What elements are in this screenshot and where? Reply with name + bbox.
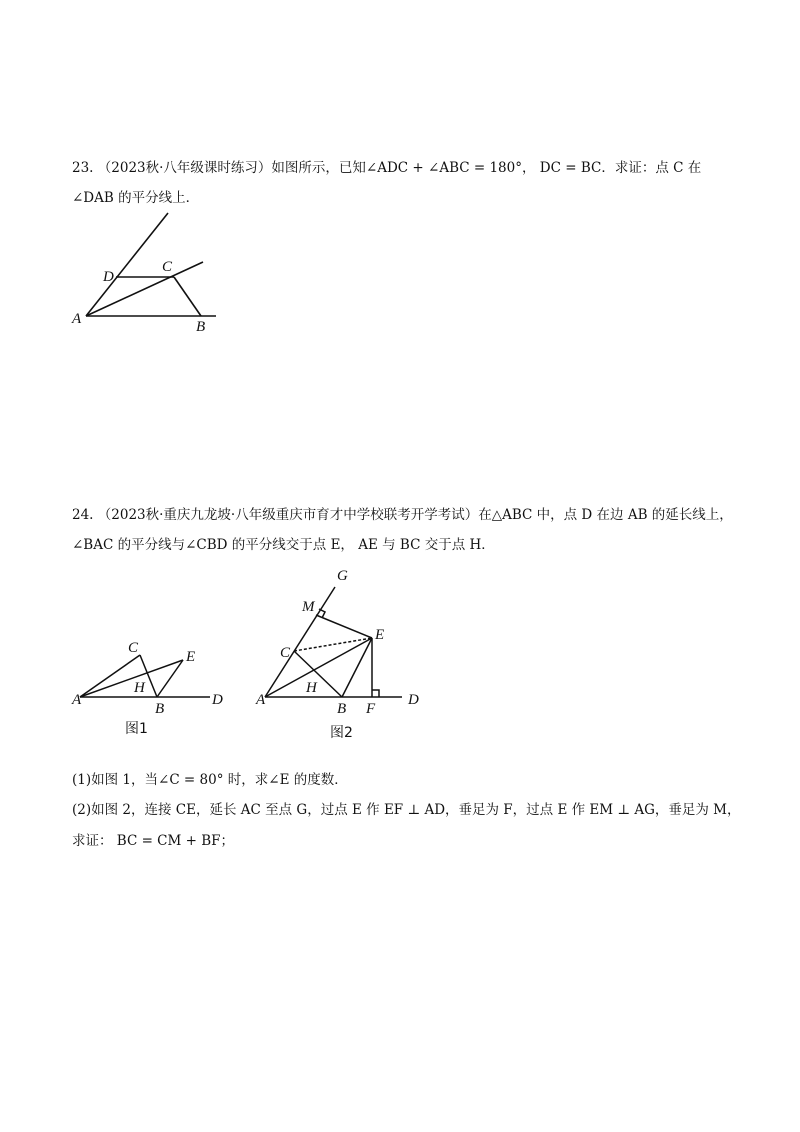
question-2-conclusion: 求证： BC = CM + BF； bbox=[72, 833, 235, 849]
fig2-label-a: A bbox=[256, 692, 266, 708]
fig1-label-c: C bbox=[128, 640, 139, 656]
problem-23-line2: ∠DAB 的平分线上． bbox=[72, 190, 200, 206]
label-a: A bbox=[72, 311, 82, 327]
segment-me bbox=[316, 615, 372, 638]
question-1: (1)如图 1，当∠C = 80° 时，求∠E 的度数． bbox=[72, 772, 348, 788]
fig2-label-e: E bbox=[375, 627, 385, 643]
fig2-label-h: H bbox=[306, 680, 317, 696]
question-2: (2)如图 2，连接 CE，延长 AC 至点 G，过点 E 作 EF ⊥ AD，垂足为 F，过点 E 作 EM ⊥ AG，垂足为 M， bbox=[72, 802, 741, 818]
problem-23-line1: 23. （2023秋·八年级课时练习）如图所示，已知∠ADC + ∠ABC = 180°， DC = BC．求证：点 C 在 bbox=[72, 160, 702, 176]
fig1-label-b: B bbox=[155, 701, 165, 717]
fig1-label-a: A bbox=[72, 692, 82, 708]
fig1-label-h: H bbox=[134, 680, 145, 696]
right-angle-f bbox=[372, 690, 379, 697]
fig2-label-b: B bbox=[337, 701, 347, 717]
label-c: C bbox=[162, 259, 173, 275]
label-d: D bbox=[103, 269, 114, 285]
fig1-caption: 图1 bbox=[125, 721, 148, 737]
fig2-label-g: G bbox=[337, 568, 348, 584]
fig2-label-d: D bbox=[408, 692, 419, 708]
fig1-label-e: E bbox=[186, 649, 196, 665]
fig2-label-m: M bbox=[302, 599, 315, 615]
fig2-label-f: F bbox=[366, 701, 376, 717]
problem-24-line1: 24. （2023秋·重庆九龙坡·八年级重庆市育才中学校联考开学考试）在△ABC 中，点 D 在边 AB 的延长线上， bbox=[72, 507, 733, 523]
problem-24-line2: ∠BAC 的平分线与∠CBD 的平分线交于点 E， AE 与 BC 交于点 H． bbox=[72, 537, 495, 553]
fig1-label-d: D bbox=[212, 692, 223, 708]
fig2-caption: 图2 bbox=[330, 725, 353, 741]
label-b: B bbox=[196, 319, 206, 335]
fig2-label-c: C bbox=[280, 645, 291, 661]
